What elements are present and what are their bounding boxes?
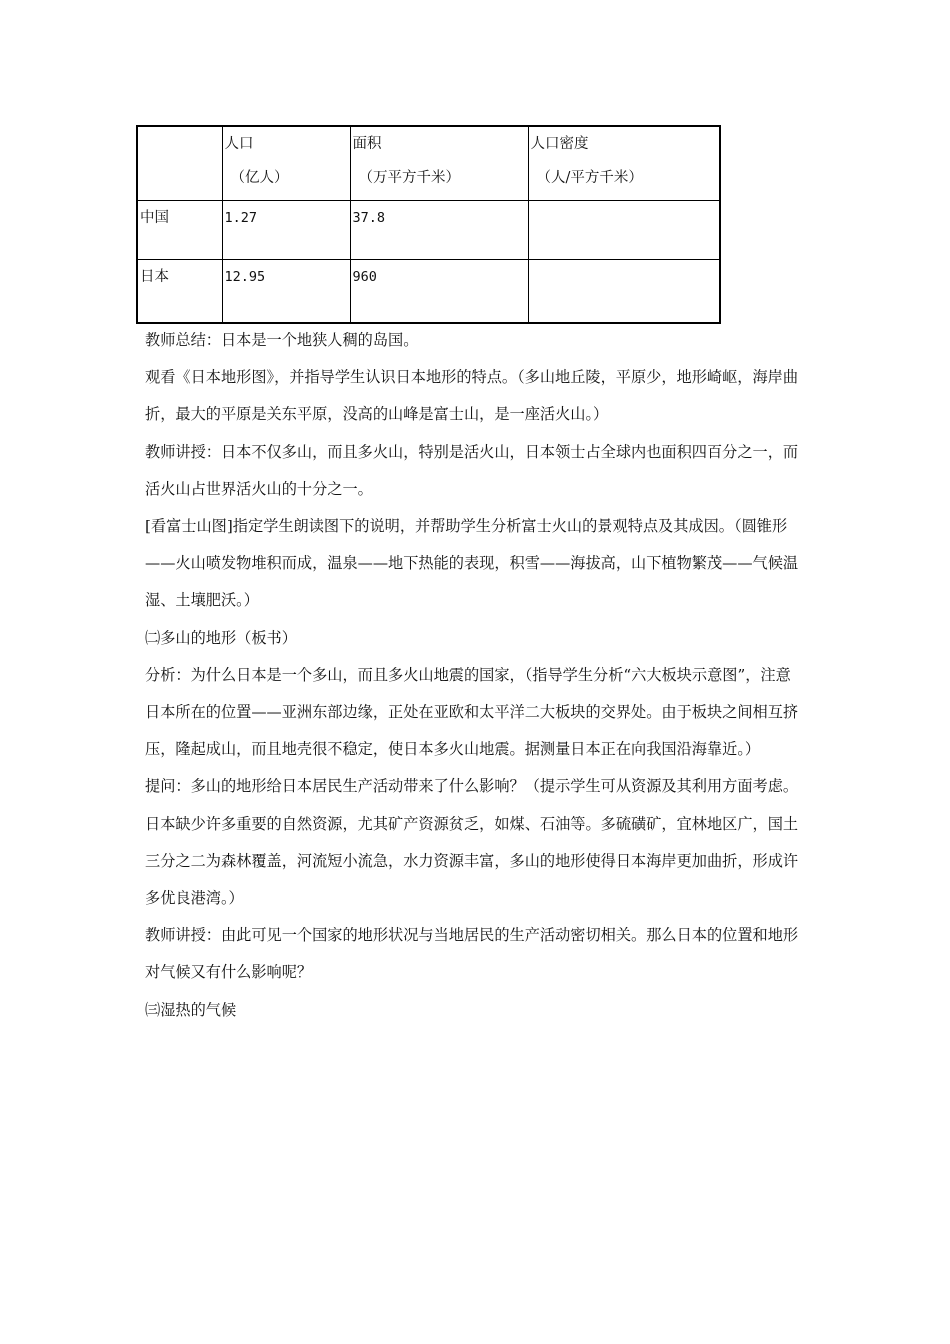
- header-area-label: 面积: [352, 136, 382, 152]
- header-population-label: 人口: [224, 136, 254, 152]
- section-heading-humid-climate: ㈢湿热的气候: [145, 1000, 237, 1019]
- table-header-row: [137, 126, 720, 201]
- header-density-cell: [528, 126, 720, 201]
- row-density-cell: [528, 201, 720, 260]
- paragraph-fuji-analysis: [看富士山图]指定学生朗读图下的说明，并帮助学生分析富士火山的景观特点及其成因。（圆锥形——火山喷发物堆积而成，温泉——地下热能的表现，积雪——海拔高，山下植物繁茂——气候温湿、土壤肥沃。）: [145, 517, 799, 610]
- header-area-unit: （万平方千米）: [358, 170, 460, 186]
- paragraph-plate-analysis: 分析：为什么日本是一个多山，而且多火山地震的国家，（指导学生分析“六大板块示意图”，注意日本所在的位置——亚洲东部边缘，正处在亚欧和太平洋二大板块的交界处。由于板块之间相互挤压，隆起成山，而且地壳很不稳定，使日本多火山地震。据测量日本正在向我国沿海靠近。）: [145, 665, 799, 759]
- row-country-cell: 日本: [137, 260, 222, 324]
- row-density-cell: [528, 260, 720, 324]
- row-population-cell: 12.95: [222, 260, 350, 324]
- row-area-cell: 960: [350, 260, 528, 324]
- row-area-cell: 37.8: [350, 201, 528, 260]
- header-density-label: 人口密度: [530, 136, 589, 152]
- header-area-cell: [350, 126, 528, 201]
- section-heading-mountainous-terrain: ㈡多山的地形（板书）: [145, 628, 297, 647]
- paragraph-teacher-summary: 教师总结：日本是一个地狭人稠的岛国。: [145, 331, 419, 349]
- paragraph-volcano-lecture: 教师讲授：日本不仅多山，而且多火山，特别是活火山，日本领士占全球内也面积四百分之一，而活火山占世界活火山的十分之一。: [145, 442, 799, 498]
- population-table: [136, 125, 721, 324]
- paragraph-terrain-map: 观看《日本地形图》，并指导学生认识日本地形的特点。（多山地丘陵，平原少，地形崎岖，海岸曲折，最大的平原是关东平原，没高的山峰是富士山，是一座活火山。）: [145, 368, 799, 424]
- lesson-text: [145, 322, 805, 1029]
- row-population-cell: 1.27: [222, 201, 350, 260]
- row-country-cell: 中国: [137, 201, 222, 260]
- header-population-unit: （亿人）: [230, 170, 289, 186]
- header-blank-cell: [137, 126, 222, 201]
- paragraph-teacher-lecture: 教师讲授：由此可见一个国家的地形状况与当地居民的生产活动密切相关。那么日本的位置和地形对气候又有什么影响呢？: [145, 926, 799, 982]
- table-row: [137, 260, 720, 324]
- table-row: [137, 201, 720, 260]
- paragraph-question-impact: 提问：多山的地形给日本居民生产活动带来了什么影响？（提示学生可从资源及其利用方面考虑。日本缺少许多重要的自然资源，尤其矿产资源贫乏，如煤、石油等。多硫磺矿，宜林地区广，国土三分之二为森林覆盖，河流短小流急，水力资源丰富，多山的地形使得日本海岸更加曲折，形成许多优良港湾。）: [145, 777, 799, 908]
- header-density-unit: （人/平方千米）: [536, 170, 643, 186]
- header-population-cell: [222, 126, 350, 201]
